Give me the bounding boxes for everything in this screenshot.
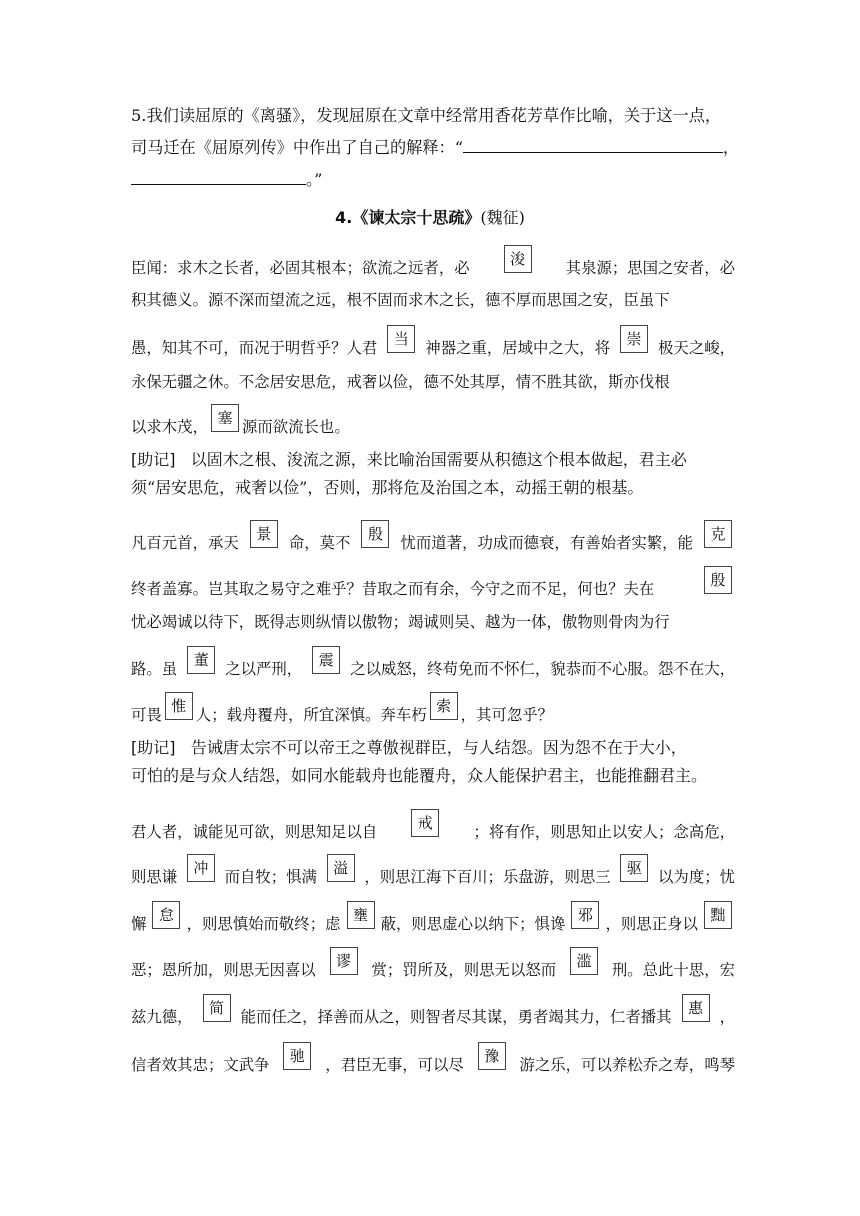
p3-line-2 bbox=[131, 859, 735, 890]
title-author: (魏征) bbox=[480, 208, 525, 227]
question-5-comma: ， bbox=[722, 138, 739, 157]
p3-line-1 bbox=[131, 814, 735, 845]
glossed-char: 崇 bbox=[620, 325, 648, 353]
note-2-line-1 bbox=[131, 734, 737, 762]
glossed-char: 克 bbox=[704, 520, 732, 548]
p1-line-5 bbox=[131, 409, 735, 440]
glossed-char: 惠 bbox=[682, 994, 710, 1022]
text-run: 刑。总此十思，宏 bbox=[611, 961, 735, 979]
glossed-char: 震 bbox=[312, 646, 340, 674]
question-5 bbox=[131, 100, 739, 196]
text-run: 以求木茂， bbox=[131, 418, 208, 436]
note-text: 以固木之根、浚流之源，来比喻治国需要从积德这个根本做起，君主必 bbox=[190, 450, 687, 469]
text-run: 而自牧；惧满 bbox=[224, 868, 317, 886]
text-run: 之以严刑， bbox=[225, 660, 303, 678]
glossed-char: 殷 bbox=[361, 520, 389, 548]
p3-line-4 bbox=[131, 952, 735, 983]
text-run: 则思谦 bbox=[131, 868, 178, 886]
p1-line-4: 永保无疆之休。不念居安思危，戒奢以俭，德不处其厚，情不胜其欲，斯亦伐根 bbox=[131, 373, 670, 391]
glossed-char: 谬 bbox=[330, 947, 358, 975]
text-run: ；将有作，则思知止以安人；念高危， bbox=[473, 823, 735, 841]
text-run: 游之乐，可以养松乔之寿，鸣琴 bbox=[519, 1056, 735, 1074]
text-run: 懈 bbox=[131, 915, 147, 933]
memory-note-2 bbox=[131, 734, 737, 790]
note-tag: [助记] bbox=[131, 738, 176, 757]
answer-blank-1 bbox=[463, 132, 723, 164]
text-run: 源而欲流长也。 bbox=[241, 418, 350, 436]
text-run: ，则思慎始而敬终；虑 bbox=[186, 915, 341, 933]
text-run: 臣闻：求木之长者，必固其根本；欲流之远者，必 bbox=[131, 259, 470, 277]
question-5-prompt: 司马迁在《屈原列传》中作出了自己的解释：“ bbox=[131, 138, 464, 157]
text-run: 极天之峻， bbox=[658, 339, 735, 357]
text-run: 命，莫不 bbox=[288, 534, 351, 552]
text-run: 愚，知其不可，而况于明哲乎？人君 bbox=[131, 339, 378, 357]
p3-line-5 bbox=[131, 999, 735, 1030]
question-5-line-2 bbox=[131, 132, 739, 164]
note-text: 告诫唐太宗不可以帝王之尊傲视群臣，与人结怨。因为怨不在于大小， bbox=[190, 738, 687, 757]
text-run: ， bbox=[719, 1008, 735, 1026]
p2-line-4 bbox=[131, 651, 735, 682]
memory-note-1 bbox=[131, 446, 737, 502]
note-1-line-1 bbox=[131, 446, 737, 474]
text-run: 兹九德， bbox=[131, 1008, 193, 1026]
question-5-line-3 bbox=[131, 164, 739, 196]
text-run: ，其可忽乎？ bbox=[460, 706, 554, 724]
glossed-char: 溢 bbox=[327, 854, 355, 882]
text-run: 君人者，诚能见可欲，则思知足以自 bbox=[131, 823, 378, 841]
glossed-char: 董 bbox=[187, 646, 215, 674]
p1-line-1 bbox=[131, 250, 735, 281]
text-run: 可畏 bbox=[131, 706, 162, 724]
text-run: 人；载舟覆舟，所宜深慎。奔车朽 bbox=[195, 706, 427, 724]
glossed-char: 怠 bbox=[152, 901, 180, 929]
glossed-char: 景 bbox=[250, 520, 278, 548]
question-5-end-quote: 。” bbox=[306, 170, 323, 189]
text-run: 能而任之，择善而从之，则智者尽其谋，勇者竭其力，仁者播其 bbox=[240, 1008, 672, 1026]
glossed-char: 滥 bbox=[570, 947, 598, 975]
glossed-char: 黜 bbox=[704, 901, 732, 929]
glossed-char: 驱 bbox=[620, 854, 648, 882]
text-run: ，则思正身以 bbox=[605, 915, 698, 933]
text-run: 之以威怒，终苟免而不怀仁，貌恭而不心服。怨不在大， bbox=[350, 660, 735, 678]
section-title bbox=[0, 205, 860, 228]
title-main: 4.《谏太宗十思疏》 bbox=[335, 208, 481, 227]
text-run: 凡百元首，承天 bbox=[131, 534, 239, 552]
p3-line-3 bbox=[131, 906, 735, 937]
text-run: 以为度；忧 bbox=[658, 868, 735, 886]
note-tag: [助记] bbox=[131, 450, 176, 469]
text-run: 赏；罚所及，则思无以怒而 bbox=[371, 961, 557, 979]
p2-line-1 bbox=[131, 525, 735, 556]
p2-line-3: 忧必竭诚以待下，既得志则纵情以傲物；竭诚则吴、越为一体，傲物则骨肉为行 bbox=[131, 613, 670, 631]
glossed-char: 戒 bbox=[411, 809, 439, 837]
glossed-char: 驰 bbox=[283, 1042, 311, 1070]
glossed-char: 塞 bbox=[211, 404, 239, 432]
glossed-char: 豫 bbox=[478, 1042, 506, 1070]
text-run: ，君臣无事，可以尽 bbox=[325, 1056, 464, 1074]
glossed-char: 邪 bbox=[571, 901, 599, 929]
glossed-char: 简 bbox=[203, 994, 231, 1022]
note-2-line-2: 可怕的是与众人结怨，如同水能载舟也能覆舟，众人能保护君主，也能推翻君主。 bbox=[131, 766, 708, 785]
text-run: 蔽，则思虚心以纳下；惧谗 bbox=[380, 915, 566, 933]
text-run: 信者效其忠；文武争 bbox=[131, 1056, 270, 1074]
p3-line-6 bbox=[131, 1047, 735, 1078]
p1-line-2: 积其德义。源不深而望流之远，根不固而求木之长，德不厚而思国之安，臣虽下 bbox=[131, 291, 670, 309]
text-run: 路。虽 bbox=[131, 660, 178, 678]
text-run: 终者盖寡。岂其取之易守之难乎？昔取之而有余，今守之而不足，何也？夫在 bbox=[131, 580, 655, 598]
glossed-char: 当 bbox=[387, 325, 415, 353]
text-run: 其泉源；思国之安者，必 bbox=[565, 259, 735, 277]
glossed-char: 惟 bbox=[165, 692, 193, 720]
p2-line-5 bbox=[131, 697, 735, 728]
note-1-line-2: 须“居安思危，戒奢以俭”，否则，那将危及治国之本，动摇王朝的根基。 bbox=[131, 478, 644, 497]
glossed-char: 浚 bbox=[504, 245, 532, 273]
glossed-char: 冲 bbox=[187, 854, 215, 882]
glossed-char: 索 bbox=[430, 692, 458, 720]
p2-line-2 bbox=[131, 571, 735, 602]
question-5-line-1: 5.我们读屈原的《离骚》，发现屈原在文章中经常用香花芳草作比喻，关于这一点， bbox=[131, 106, 722, 125]
p1-line-3 bbox=[131, 330, 735, 361]
text-run: 神器之重，居域中之大，将 bbox=[425, 339, 610, 357]
glossed-char: 壅 bbox=[347, 901, 375, 929]
text-run: 忧而道著，功成而德衰，有善始者实繁，能 bbox=[400, 534, 693, 552]
answer-blank-2 bbox=[131, 166, 306, 185]
text-run: 恶；恩所加，则思无因喜以 bbox=[131, 961, 316, 979]
text-run: ，则思江海下百川；乐盘游，则思三 bbox=[364, 868, 611, 886]
glossed-char: 殷 bbox=[704, 566, 732, 594]
